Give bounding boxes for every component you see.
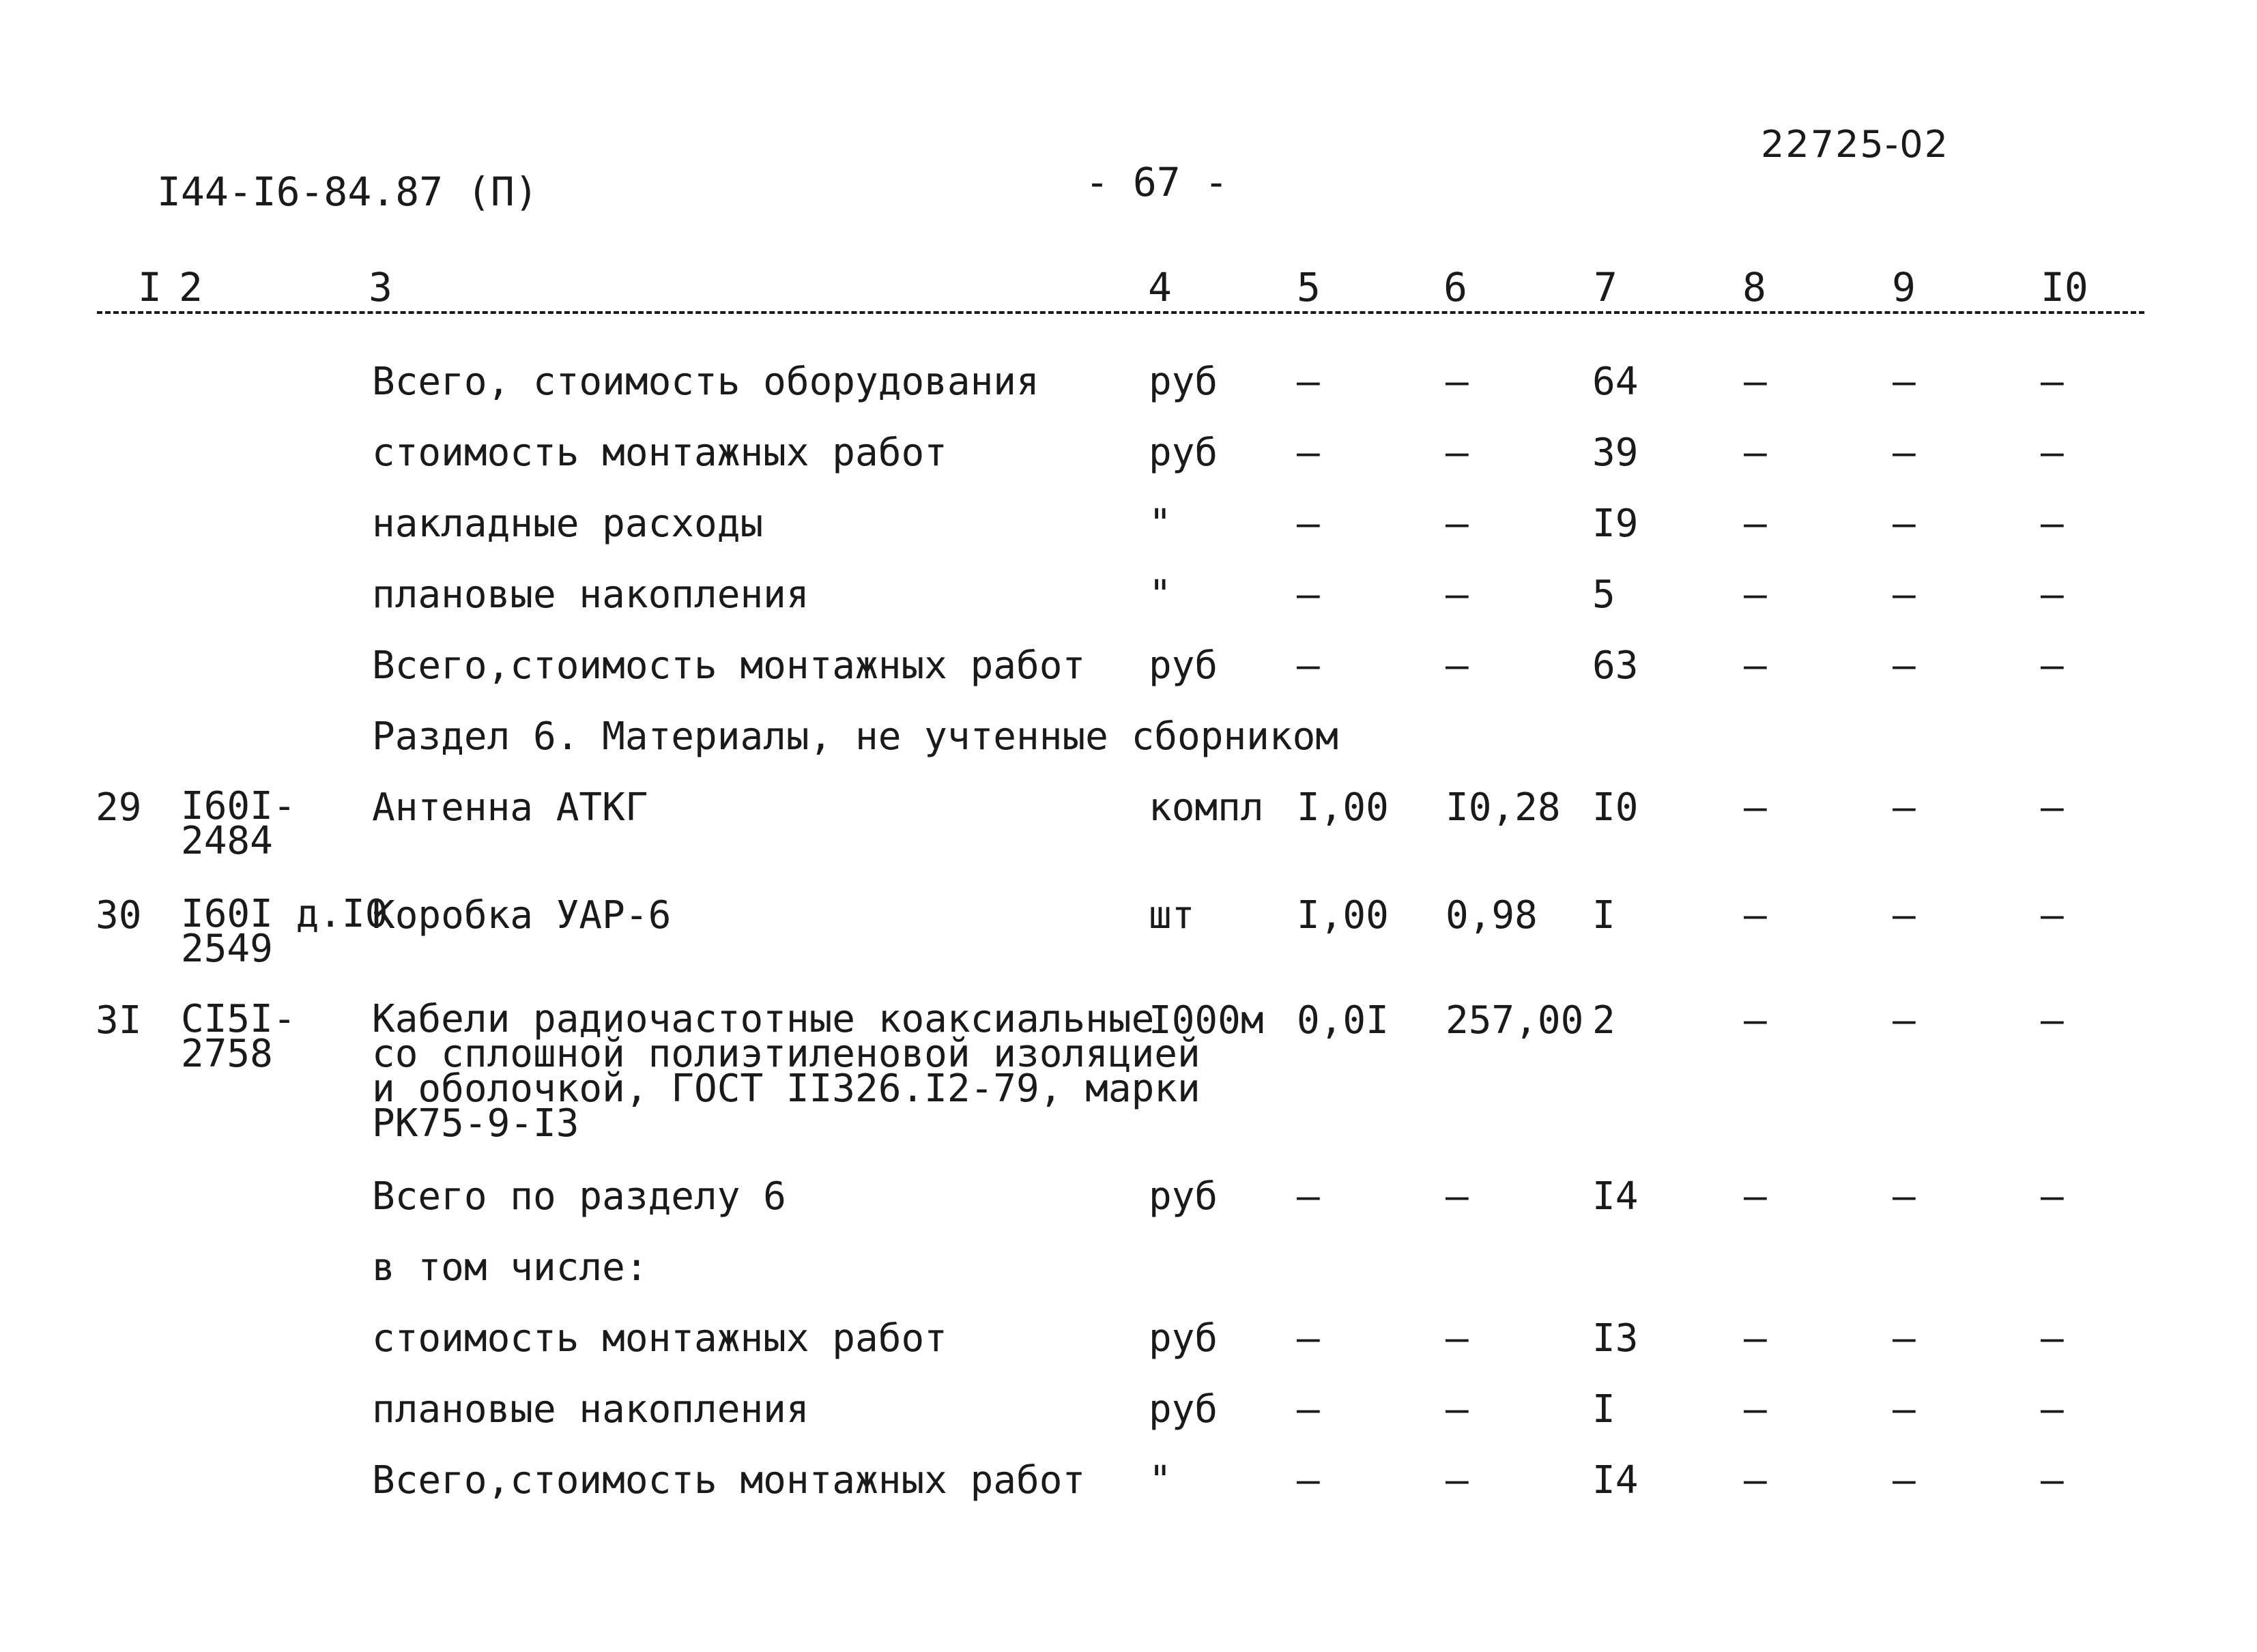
- table-cell-col-7: I3: [1592, 1316, 1639, 1361]
- document-code: I44-I6-84.87 (П): [157, 169, 538, 215]
- table-cell-col-5: –: [1297, 1458, 1320, 1503]
- table-cell-col-9: –: [1893, 360, 1916, 404]
- table-cell-col-5: –: [1297, 431, 1320, 475]
- table-cell-col-10: –: [2041, 1174, 2064, 1219]
- table-cell-col-7: I: [1592, 893, 1615, 938]
- table-cell-col-8: –: [1744, 1387, 1767, 1432]
- column-number-2: 2: [179, 264, 203, 310]
- table-cell-col-6: –: [1446, 360, 1469, 404]
- table-cell-col-7: I4: [1592, 1458, 1639, 1503]
- table-cell-col-4: I000м: [1149, 998, 1264, 1043]
- table-cell-col-8: –: [1744, 431, 1767, 475]
- table-cell-col-5: –: [1297, 573, 1320, 617]
- table-cell-col-5: –: [1297, 360, 1320, 404]
- table-cell-col-9: –: [1893, 1387, 1916, 1432]
- table-cell-col-10: –: [2041, 1316, 2064, 1361]
- table-cell-col-4: шт: [1149, 893, 1195, 938]
- table-cell-col-9: –: [1893, 431, 1916, 475]
- table-cell-col-3: Коробка УАР-6: [372, 893, 672, 938]
- table-cell-col-10: –: [2041, 431, 2064, 475]
- table-cell-col-8: –: [1744, 1316, 1767, 1361]
- table-cell-col-6: –: [1446, 1316, 1469, 1361]
- header-rule: [97, 311, 2144, 314]
- table-cell-col-6: 0,98: [1446, 893, 1538, 938]
- table-cell-col-4: ": [1149, 573, 1172, 617]
- table-cell-col-6: 257,00: [1446, 998, 1584, 1043]
- table-cell-col-3: Всего по разделу 6: [372, 1174, 786, 1219]
- table-cell-col-3: Антенна АТКГ: [372, 785, 648, 830]
- table-cell-col-10: –: [2041, 1458, 2064, 1503]
- table-cell-col-2: CI5I- 2758: [181, 997, 296, 1076]
- table-cell-col-4: руб: [1149, 360, 1218, 404]
- table-cell-col-10: –: [2041, 998, 2064, 1043]
- table-cell-col-9: –: [1893, 643, 1916, 688]
- table-cell-col-7: 2: [1592, 998, 1615, 1043]
- table-cell-col-6: –: [1446, 431, 1469, 475]
- table-cell-col-3: плановые накопления: [372, 573, 809, 617]
- table-cell-col-7: I9: [1592, 502, 1639, 546]
- table-cell-col-3: Всего,стоимость монтажных работ: [372, 643, 1086, 688]
- page-number: - 67 -: [1085, 159, 1228, 205]
- table-cell-col-10: –: [2041, 573, 2064, 617]
- table-cell-col-8: –: [1744, 573, 1767, 617]
- column-number-9: 9: [1892, 264, 1916, 310]
- table-cell-col-5: I,00: [1297, 785, 1389, 830]
- column-number-6: 6: [1443, 264, 1467, 310]
- table-cell-col-3: Всего, стоимость оборудования: [372, 360, 1039, 404]
- table-cell-col-8: –: [1744, 1174, 1767, 1219]
- column-number-3: 3: [369, 264, 392, 310]
- table-cell-col-7: 64: [1592, 360, 1639, 404]
- handwritten-stamp: 22725-02: [1761, 123, 1949, 166]
- table-cell-col-9: –: [1893, 502, 1916, 546]
- table-cell-col-4: ": [1149, 1458, 1172, 1503]
- table-cell-col-4: руб: [1149, 1174, 1218, 1219]
- table-cell-col-1: 30: [96, 893, 142, 938]
- table-cell-col-6: –: [1446, 1387, 1469, 1432]
- table-cell-col-4: руб: [1149, 1316, 1218, 1361]
- table-cell-col-10: –: [2041, 643, 2064, 688]
- column-number-8: 8: [1742, 264, 1766, 310]
- table-cell-col-5: –: [1297, 643, 1320, 688]
- table-cell-col-5: –: [1297, 1316, 1320, 1361]
- column-number-5: 5: [1297, 264, 1321, 310]
- table-cell-col-7: I: [1592, 1387, 1615, 1432]
- table-cell-col-4: компл: [1149, 785, 1264, 830]
- column-number-4: 4: [1148, 264, 1172, 310]
- table-cell-col-1: 3I: [96, 998, 142, 1043]
- table-cell-col-3: стоимость монтажных работ: [372, 1316, 947, 1361]
- table-cell-col-1: 29: [96, 785, 142, 830]
- table-cell-col-10: –: [2041, 502, 2064, 546]
- table-cell-col-5: I,00: [1297, 893, 1389, 938]
- table-cell-col-7: 63: [1592, 643, 1639, 688]
- table-cell-col-3: Всего,стоимость монтажных работ: [372, 1458, 1086, 1503]
- table-cell-col-7: 5: [1592, 573, 1615, 617]
- table-cell-col-8: –: [1744, 785, 1767, 830]
- table-cell-col-4: руб: [1149, 643, 1218, 688]
- table-cell-col-8: –: [1744, 502, 1767, 546]
- table-cell-col-4: руб: [1149, 431, 1218, 475]
- column-number-7: 7: [1594, 264, 1618, 310]
- table-cell-col-7: I4: [1592, 1174, 1639, 1219]
- table-cell-col-8: –: [1744, 643, 1767, 688]
- table-cell-col-10: –: [2041, 893, 2064, 938]
- table-cell-col-9: –: [1893, 785, 1916, 830]
- column-number-1: I: [138, 264, 162, 310]
- table-cell-col-2: I60I д.I0 2549: [181, 892, 388, 971]
- table-cell-col-9: –: [1893, 1458, 1916, 1503]
- table-cell-col-9: –: [1893, 893, 1916, 938]
- table-cell-col-8: –: [1744, 1458, 1767, 1503]
- table-cell-col-8: –: [1744, 998, 1767, 1043]
- column-number-10: I0: [2041, 264, 2088, 310]
- table-cell-col-9: –: [1893, 573, 1916, 617]
- table-cell-col-2: I60I- 2484: [181, 784, 296, 863]
- table-cell-col-9: –: [1893, 1316, 1916, 1361]
- table-cell-col-7: I0: [1592, 785, 1639, 830]
- table-cell-col-5: –: [1297, 502, 1320, 546]
- table-cell-col-5: –: [1297, 1387, 1320, 1432]
- table-cell-col-9: –: [1893, 1174, 1916, 1219]
- table-cell-col-6: –: [1446, 1458, 1469, 1503]
- table-cell-col-10: –: [2041, 360, 2064, 404]
- table-cell-col-6: –: [1446, 643, 1469, 688]
- table-cell-col-8: –: [1744, 893, 1767, 938]
- table-cell-col-3: в том числе:: [372, 1245, 648, 1290]
- table-cell-col-5: 0,0I: [1297, 998, 1389, 1043]
- table-cell-col-3: плановые накопления: [372, 1387, 809, 1432]
- table-cell-col-5: –: [1297, 1174, 1320, 1219]
- table-cell-col-10: –: [2041, 1387, 2064, 1432]
- table-cell-col-3: стоимость монтажных работ: [372, 431, 947, 475]
- table-cell-col-9: –: [1893, 998, 1916, 1043]
- table-cell-col-6: –: [1446, 1174, 1469, 1219]
- table-cell-col-6: I0,28: [1446, 785, 1561, 830]
- table-cell-col-3: накладные расходы: [372, 502, 764, 546]
- table-cell-col-8: –: [1744, 360, 1767, 404]
- table-cell-col-7: 39: [1592, 431, 1639, 475]
- table-cell-col-6: –: [1446, 573, 1469, 617]
- table-cell-col-6: –: [1446, 502, 1469, 546]
- table-cell-col-4: ": [1149, 502, 1172, 546]
- table-cell-col-3: Раздел 6. Материалы, не учтенные сборником: [372, 714, 1339, 759]
- table-cell-col-3: Кабели радиочастотные коаксиальные со сплошной полиэтиленовой изоляцией и оболочкой, ГОСТ II326.I2-79, марки РК75-9-I3: [372, 997, 1201, 1146]
- table-cell-col-10: –: [2041, 785, 2064, 830]
- table-cell-col-4: руб: [1149, 1387, 1218, 1432]
